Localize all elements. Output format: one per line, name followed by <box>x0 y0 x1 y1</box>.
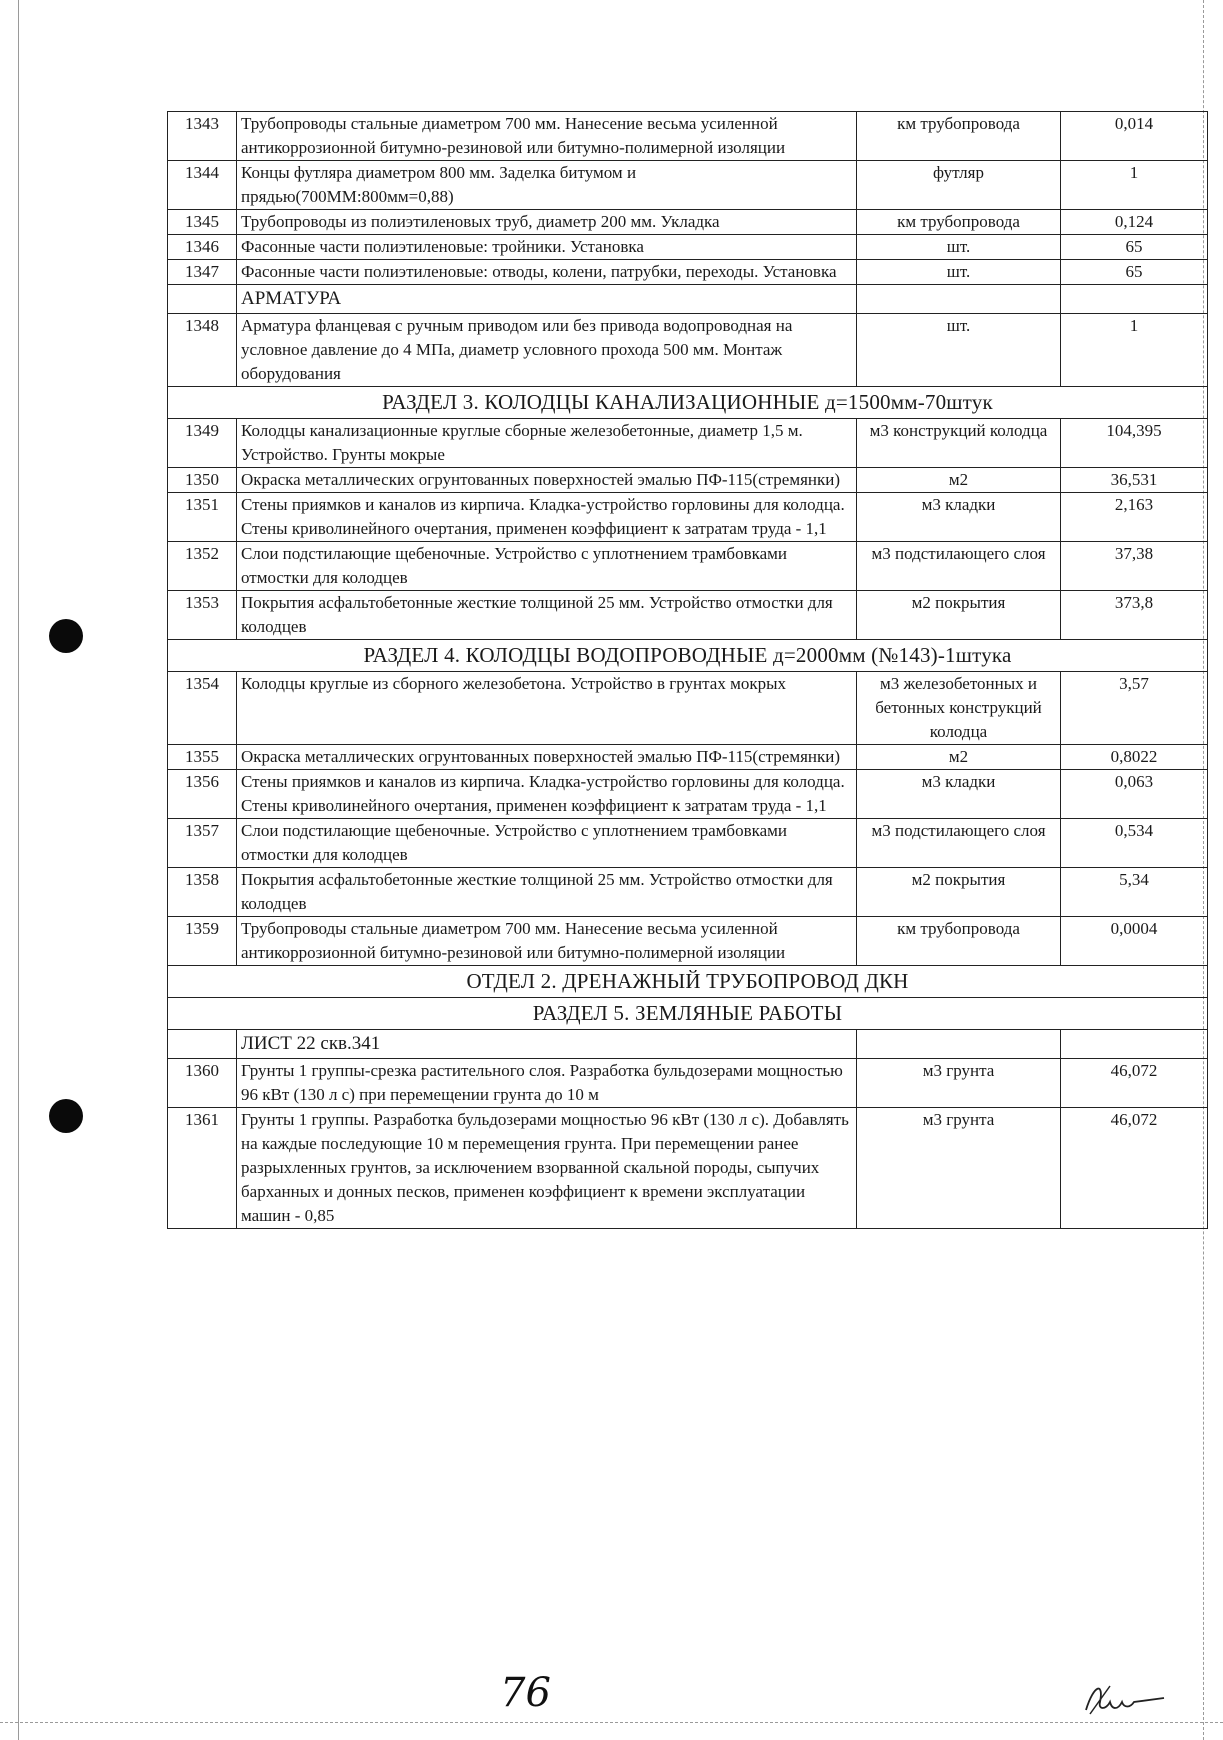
item-quantity: 0,534 <box>1061 819 1208 868</box>
table-row <box>168 112 1208 161</box>
item-unit: м2 покрытия <box>857 868 1061 917</box>
item-unit: м3 железобетонных и бетонных конструкций колодца <box>857 672 1061 745</box>
table-row <box>168 493 1208 542</box>
item-quantity: 1 <box>1061 161 1208 210</box>
estimate-table <box>167 111 1208 1229</box>
section-title: РАЗДЕЛ 3. КОЛОДЦЫ КАНАЛИЗАЦИОННЫЕ д=1500мм-70штук <box>168 387 1208 419</box>
table-row <box>168 260 1208 285</box>
item-quantity: 65 <box>1061 260 1208 285</box>
item-quantity: 65 <box>1061 235 1208 260</box>
item-quantity: 0,8022 <box>1061 745 1208 770</box>
item-unit: м3 кладки <box>857 770 1061 819</box>
item-number: 1346 <box>168 235 237 260</box>
table-row <box>168 1059 1208 1108</box>
section-title: РАЗДЕЛ 4. КОЛОДЦЫ ВОДОПРОВОДНЫЕ д=2000мм (№143)-1штука <box>168 640 1208 672</box>
empty-cell <box>168 285 237 314</box>
item-number: 1350 <box>168 468 237 493</box>
item-description: Фасонные части полиэтиленовые: тройники. Установка <box>237 235 857 260</box>
item-unit: км трубопровода <box>857 112 1061 161</box>
item-number: 1355 <box>168 745 237 770</box>
item-unit: м2 <box>857 468 1061 493</box>
item-unit: м2 покрытия <box>857 591 1061 640</box>
table-row <box>168 1108 1208 1229</box>
section-row <box>168 640 1208 672</box>
page-edge-left <box>18 0 19 1740</box>
empty-cell <box>857 285 1061 314</box>
item-quantity: 46,072 <box>1061 1059 1208 1108</box>
item-number: 1344 <box>168 161 237 210</box>
item-number: 1343 <box>168 112 237 161</box>
table-row <box>168 745 1208 770</box>
item-unit: м3 грунта <box>857 1059 1061 1108</box>
item-description: Трубопроводы стальные диаметром 700 мм. Нанесение весьма усиленной антикоррозионной битумно-резиновой или битумно-полимерной изоляции <box>237 112 857 161</box>
item-unit: футляр <box>857 161 1061 210</box>
item-description: Стены приямков и каналов из кирпича. Кладка-устройство горловины для колодца. Стены криволинейного очертания, применен коэффициент к затратам труда - 1,1 <box>237 493 857 542</box>
punch-hole-icon <box>49 619 83 653</box>
item-number: 1361 <box>168 1108 237 1229</box>
subsection-title: ЛИСТ 22 скв.341 <box>237 1030 857 1059</box>
section-row <box>168 387 1208 419</box>
item-quantity: 46,072 <box>1061 1108 1208 1229</box>
punch-hole-icon <box>49 1099 83 1133</box>
item-number: 1347 <box>168 260 237 285</box>
item-number: 1345 <box>168 210 237 235</box>
item-description: Слои подстилающие щебеночные. Устройство с уплотнением трамбовками отмостки для колодцев <box>237 542 857 591</box>
item-quantity: 5,34 <box>1061 868 1208 917</box>
subsection-title: АРМАТУРА <box>237 285 857 314</box>
handwritten-signature-icon <box>1080 1680 1170 1720</box>
item-description: Покрытия асфальтобетонные жесткие толщиной 25 мм. Устройство отмостки для колодцев <box>237 868 857 917</box>
item-unit: км трубопровода <box>857 210 1061 235</box>
item-description: Стены приямков и каналов из кирпича. Кладка-устройство горловины для колодца. Стены криволинейного очертания, применен коэффициент к затратам труда - 1,1 <box>237 770 857 819</box>
item-number: 1360 <box>168 1059 237 1108</box>
item-description: Грунты 1 группы. Разработка бульдозерами мощностью 96 кВт (130 л с). Добавлять на каждые последующие 10 м перемещения грунта. При перемещении ранее разрыхленных грунтов, за исключением взорванной скальной породы, сыпучих барханных и донных песков, применен коэффициент к времени эксплуатации машин - 0,85 <box>237 1108 857 1229</box>
empty-cell <box>1061 285 1208 314</box>
item-description: Фасонные части полиэтиленовые: отводы, колени, патрубки, переходы. Установка <box>237 260 857 285</box>
item-unit: шт. <box>857 235 1061 260</box>
table-row <box>168 314 1208 387</box>
table-row <box>168 672 1208 745</box>
item-unit: м2 <box>857 745 1061 770</box>
item-description: Арматура фланцевая с ручным приводом или без привода водопроводная на условное давление до 4 МПа, диаметр условного прохода 500 мм. Монтаж оборудования <box>237 314 857 387</box>
item-quantity: 3,57 <box>1061 672 1208 745</box>
table-row <box>168 419 1208 468</box>
table-row <box>168 868 1208 917</box>
table-row <box>168 542 1208 591</box>
empty-cell <box>857 1030 1061 1059</box>
table-row <box>168 917 1208 966</box>
item-quantity: 1 <box>1061 314 1208 387</box>
item-quantity: 0,014 <box>1061 112 1208 161</box>
item-description: Грунты 1 группы-срезка растительного слоя. Разработка бульдозерами мощностью 96 кВт (130 л с) при перемещении грунта до 10 м <box>237 1059 857 1108</box>
subsection-row <box>168 1030 1208 1059</box>
subsection-row <box>168 285 1208 314</box>
item-number: 1349 <box>168 419 237 468</box>
table-row <box>168 770 1208 819</box>
item-number: 1357 <box>168 819 237 868</box>
section-row <box>168 966 1208 998</box>
item-unit: шт. <box>857 260 1061 285</box>
section-title: ОТДЕЛ 2. ДРЕНАЖНЫЙ ТРУБОПРОВОД ДКН <box>168 966 1208 998</box>
item-description: Слои подстилающие щебеночные. Устройство с уплотнением трамбовками отмостки для колодцев <box>237 819 857 868</box>
item-number: 1348 <box>168 314 237 387</box>
table-row <box>168 235 1208 260</box>
item-quantity: 37,38 <box>1061 542 1208 591</box>
item-description: Покрытия асфальтобетонные жесткие толщиной 25 мм. Устройство отмостки для колодцев <box>237 591 857 640</box>
item-quantity: 36,531 <box>1061 468 1208 493</box>
empty-cell <box>168 1030 237 1059</box>
item-number: 1353 <box>168 591 237 640</box>
item-quantity: 0,124 <box>1061 210 1208 235</box>
table-row <box>168 468 1208 493</box>
item-number: 1358 <box>168 868 237 917</box>
item-number: 1351 <box>168 493 237 542</box>
item-unit: м3 подстилающего слоя <box>857 542 1061 591</box>
item-quantity: 104,395 <box>1061 419 1208 468</box>
item-number: 1356 <box>168 770 237 819</box>
table-row <box>168 591 1208 640</box>
empty-cell <box>1061 1030 1208 1059</box>
page-edge-bottom <box>0 1722 1223 1723</box>
item-quantity: 2,163 <box>1061 493 1208 542</box>
item-number: 1352 <box>168 542 237 591</box>
item-unit: м3 конструкций колодца <box>857 419 1061 468</box>
item-description: Трубопроводы из полиэтиленовых труб, диаметр 200 мм. Укладка <box>237 210 857 235</box>
item-unit: шт. <box>857 314 1061 387</box>
item-number: 1354 <box>168 672 237 745</box>
table-row <box>168 161 1208 210</box>
page-number: 76 <box>500 1670 551 1716</box>
table-row <box>168 210 1208 235</box>
table-row <box>168 819 1208 868</box>
item-quantity: 0,063 <box>1061 770 1208 819</box>
item-unit: км трубопровода <box>857 917 1061 966</box>
item-description: Окраска металлических огрунтованных поверхностей эмалью ПФ-115(стремянки) <box>237 468 857 493</box>
estimate-table-body <box>168 112 1208 1229</box>
item-unit: м3 грунта <box>857 1108 1061 1229</box>
item-description: Трубопроводы стальные диаметром 700 мм. Нанесение весьма усиленной антикоррозионной битумно-резиновой или битумно-полимерной изоляции <box>237 917 857 966</box>
item-quantity: 0,0004 <box>1061 917 1208 966</box>
item-description: Концы футляра диаметром 800 мм. Заделка битумом и прядью(700ММ:800мм=0,88) <box>237 161 857 210</box>
item-description: Колодцы круглые из сборного железобетона. Устройство в грунтах мокрых <box>237 672 857 745</box>
item-unit: м3 кладки <box>857 493 1061 542</box>
item-description: Окраска металлических огрунтованных поверхностей эмалью ПФ-115(стремянки) <box>237 745 857 770</box>
item-description: Колодцы канализационные круглые сборные железобетонные, диаметр 1,5 м. Устройство. Грунты мокрые <box>237 419 857 468</box>
section-title: РАЗДЕЛ 5. ЗЕМЛЯНЫЕ РАБОТЫ <box>168 998 1208 1030</box>
section-row <box>168 998 1208 1030</box>
item-unit: м3 подстилающего слоя <box>857 819 1061 868</box>
item-quantity: 373,8 <box>1061 591 1208 640</box>
item-number: 1359 <box>168 917 237 966</box>
